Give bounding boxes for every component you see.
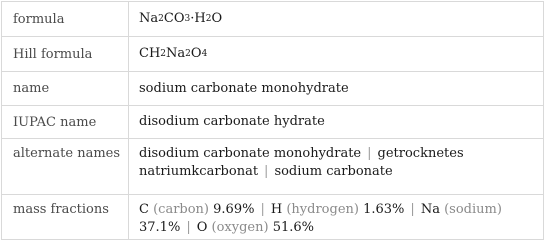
element-name: (oxygen) — [211, 220, 269, 235]
formula-part: ·H — [190, 11, 206, 26]
formula-part: Na — [139, 11, 159, 26]
separator: | — [410, 202, 415, 217]
formula-row — [2, 2, 543, 36]
alternate-names-row — [2, 138, 543, 194]
alternate-names-value — [129, 139, 543, 194]
formula-part: Na — [166, 46, 186, 61]
formula-part: CO — [163, 11, 185, 26]
separator: | — [186, 220, 191, 235]
element-name: (carbon) — [153, 202, 210, 217]
mass-fractions-row — [2, 194, 543, 239]
mass-fractions-value — [129, 195, 543, 239]
formula-value: Na 2 CO 3 ·H 2 O — [139, 11, 223, 26]
mass-fractions-label: mass fractions — [2, 195, 129, 239]
name-label: name — [2, 72, 129, 105]
element-name: (sodium) — [444, 202, 502, 217]
element-symbol: C — [139, 202, 149, 217]
formula-label: formula — [2, 2, 129, 36]
name-row — [2, 71, 543, 105]
separator: | — [260, 202, 265, 217]
formula-part: CH — [139, 46, 161, 61]
alternate-name: getrocknetes natriumkcarbonat — [139, 146, 464, 179]
element-symbol: H — [270, 202, 283, 217]
separator: | — [264, 164, 269, 179]
hill-formula-row — [2, 36, 543, 71]
formula-part: O — [190, 46, 202, 61]
name-value: sodium carbonate monohydrate — [139, 80, 349, 96]
hill-formula-label: Hill formula — [2, 37, 129, 71]
mass-percent: 1.63% — [363, 202, 405, 217]
iupac-name-value: disodium carbonate hydrate — [139, 114, 325, 129]
element-symbol: Na — [420, 202, 440, 217]
iupac-name-row — [2, 105, 543, 138]
mass-percent: 9.69% — [213, 202, 255, 217]
separator: | — [367, 146, 372, 161]
mass-percent: 51.6% — [272, 220, 315, 235]
element-name: (hydrogen) — [286, 202, 359, 217]
element-symbol: O — [196, 220, 208, 235]
alternate-name: disodium carbonate monohydrate — [139, 146, 362, 161]
properties-table — [1, 1, 544, 240]
formula-part: O — [211, 11, 223, 26]
hill-formula-value: CH 2 Na 2 O 4 — [139, 46, 208, 61]
alternate-names-label: alternate names — [2, 139, 129, 194]
mass-percent: 37.1% — [139, 220, 181, 235]
iupac-name-label: IUPAC name — [2, 106, 129, 138]
alternate-name: sodium carbonate — [274, 164, 393, 179]
